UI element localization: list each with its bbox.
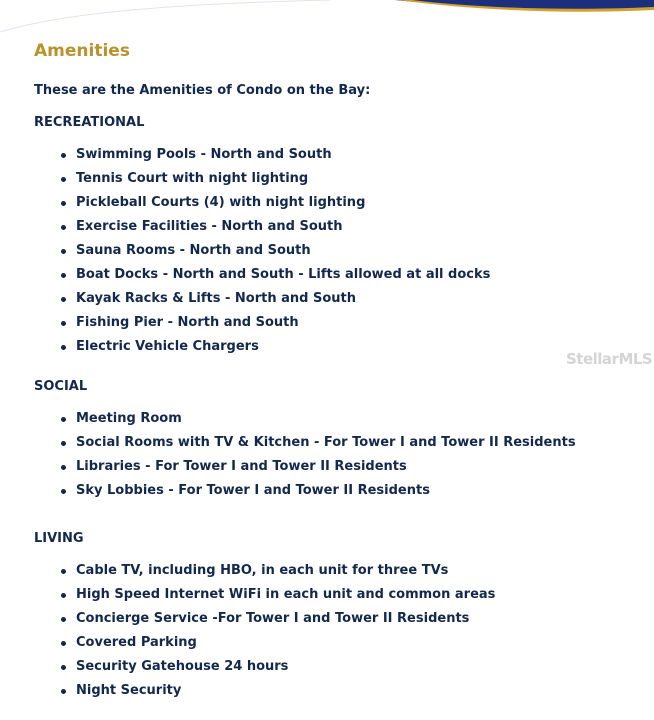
list-item: Kayak Racks & Lifts - North and South <box>76 290 644 308</box>
list-item: Swimming Pools - North and South <box>76 146 644 164</box>
list-item: Pickleball Courts (4) with night lighting <box>76 194 644 212</box>
intro-text: These are the Amenities of Condo on the Bay: <box>34 83 371 98</box>
list-item: Exercise Facilities - North and South <box>76 218 644 236</box>
list-item: Security Gatehouse 24 hours <box>76 658 644 676</box>
list-item: Covered Parking <box>76 634 644 652</box>
list-item: Electric Vehicle Chargers <box>76 338 644 356</box>
amenities-content <box>34 40 644 706</box>
list-item: Boat Docks - North and South - Lifts allowed at all docks <box>76 266 644 284</box>
stellarmls-watermark: StellarMLS <box>566 350 653 368</box>
section-heading-social: SOCIAL <box>34 379 88 394</box>
list-item: Night Security <box>76 682 644 700</box>
recreational-list <box>34 146 644 356</box>
list-item: Social Rooms with TV & Kitchen - For Tower I and Tower II Residents <box>76 434 644 452</box>
list-item: Libraries - For Tower I and Tower II Residents <box>76 458 644 476</box>
list-item: High Speed Internet WiFi in each unit and common areas <box>76 586 644 604</box>
list-item: Cable TV, including HBO, in each unit for three TVs <box>76 562 644 580</box>
section-heading-living: LIVING <box>34 531 84 546</box>
list-item: Sky Lobbies - For Tower I and Tower II Residents <box>76 482 644 500</box>
list-item: Sauna Rooms - North and South <box>76 242 644 260</box>
list-item: Meeting Room <box>76 410 644 428</box>
list-item: Tennis Court with night lighting <box>76 170 644 188</box>
page-title: Amenities <box>34 41 130 61</box>
list-item: Fishing Pier - North and South <box>76 314 644 332</box>
living-list <box>34 562 644 700</box>
social-list <box>34 410 644 500</box>
header-swoosh-graphic <box>0 0 654 40</box>
section-heading-recreational: RECREATIONAL <box>34 115 145 130</box>
list-item: Concierge Service -For Tower I and Tower II Residents <box>76 610 644 628</box>
